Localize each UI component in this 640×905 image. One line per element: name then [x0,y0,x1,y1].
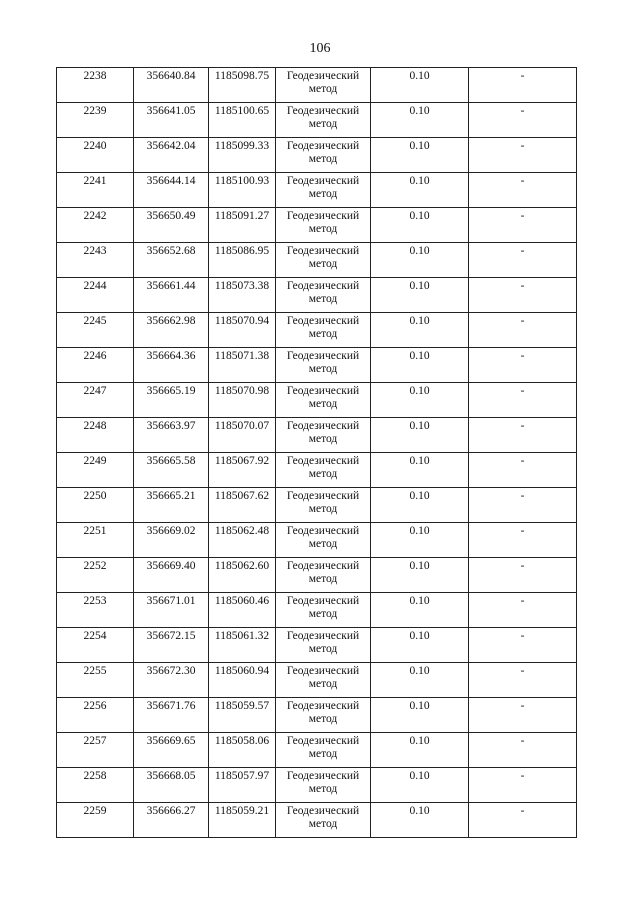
x-coordinate-cell: 356641.05 [134,103,209,138]
method-cell: Геодезический метод [276,138,371,173]
table-row [57,138,577,173]
note-cell: - [469,628,577,663]
note-cell: - [469,698,577,733]
accuracy-cell: 0.10 [371,488,469,523]
note-cell: - [469,103,577,138]
accuracy-cell: 0.10 [371,523,469,558]
y-coordinate-cell: 1185067.62 [209,488,276,523]
note-cell: - [469,68,577,103]
accuracy-cell: 0.10 [371,558,469,593]
accuracy-cell: 0.10 [371,803,469,838]
note-cell: - [469,243,577,278]
point-number-cell: 2250 [57,488,134,523]
point-number-cell: 2252 [57,558,134,593]
note-cell: - [469,803,577,838]
accuracy-cell: 0.10 [371,138,469,173]
accuracy-cell: 0.10 [371,768,469,803]
note-cell: - [469,593,577,628]
point-number-cell: 2242 [57,208,134,243]
point-number-cell: 2258 [57,768,134,803]
accuracy-cell: 0.10 [371,663,469,698]
y-coordinate-cell: 1185059.21 [209,803,276,838]
accuracy-cell: 0.10 [371,698,469,733]
accuracy-cell: 0.10 [371,243,469,278]
method-cell: Геодезический метод [276,488,371,523]
y-coordinate-cell: 1185070.94 [209,313,276,348]
note-cell: - [469,453,577,488]
x-coordinate-cell: 356671.01 [134,593,209,628]
accuracy-cell: 0.10 [371,593,469,628]
x-coordinate-cell: 356669.02 [134,523,209,558]
accuracy-cell: 0.10 [371,313,469,348]
method-cell: Геодезический метод [276,558,371,593]
note-cell: - [469,173,577,208]
x-coordinate-cell: 356640.84 [134,68,209,103]
x-coordinate-cell: 356672.15 [134,628,209,663]
note-cell: - [469,523,577,558]
x-coordinate-cell: 356663.97 [134,418,209,453]
table-row [57,243,577,278]
x-coordinate-cell: 356661.44 [134,278,209,313]
x-coordinate-cell: 356644.14 [134,173,209,208]
table-row [57,103,577,138]
table-row [57,698,577,733]
coordinates-table [56,67,577,838]
x-coordinate-cell: 356665.58 [134,453,209,488]
point-number-cell: 2259 [57,803,134,838]
point-number-cell: 2249 [57,453,134,488]
table-row [57,453,577,488]
x-coordinate-cell: 356669.40 [134,558,209,593]
table-row [57,383,577,418]
y-coordinate-cell: 1185098.75 [209,68,276,103]
table-row [57,663,577,698]
y-coordinate-cell: 1185071.38 [209,348,276,383]
y-coordinate-cell: 1185059.57 [209,698,276,733]
point-number-cell: 2257 [57,733,134,768]
y-coordinate-cell: 1185058.06 [209,733,276,768]
method-cell: Геодезический метод [276,523,371,558]
table-row [57,593,577,628]
note-cell: - [469,733,577,768]
x-coordinate-cell: 356662.98 [134,313,209,348]
table-row [57,173,577,208]
point-number-cell: 2241 [57,173,134,208]
method-cell: Геодезический метод [276,208,371,243]
note-cell: - [469,663,577,698]
table-row [57,68,577,103]
x-coordinate-cell: 356665.19 [134,383,209,418]
method-cell: Геодезический метод [276,803,371,838]
y-coordinate-cell: 1185067.92 [209,453,276,488]
table-row [57,803,577,838]
y-coordinate-cell: 1185100.65 [209,103,276,138]
method-cell: Геодезический метод [276,313,371,348]
note-cell: - [469,208,577,243]
method-cell: Геодезический метод [276,278,371,313]
table-row [57,768,577,803]
note-cell: - [469,768,577,803]
y-coordinate-cell: 1185086.95 [209,243,276,278]
method-cell: Геодезический метод [276,173,371,208]
method-cell: Геодезический метод [276,663,371,698]
point-number-cell: 2254 [57,628,134,663]
accuracy-cell: 0.10 [371,103,469,138]
accuracy-cell: 0.10 [371,383,469,418]
x-coordinate-cell: 356671.76 [134,698,209,733]
x-coordinate-cell: 356672.30 [134,663,209,698]
point-number-cell: 2246 [57,348,134,383]
method-cell: Геодезический метод [276,768,371,803]
table-row [57,558,577,593]
table-row [57,628,577,663]
y-coordinate-cell: 1185099.33 [209,138,276,173]
method-cell: Геодезический метод [276,243,371,278]
table-row [57,313,577,348]
coordinates-table-body [57,68,577,838]
x-coordinate-cell: 356665.21 [134,488,209,523]
x-coordinate-cell: 356664.36 [134,348,209,383]
point-number-cell: 2247 [57,383,134,418]
x-coordinate-cell: 356650.49 [134,208,209,243]
x-coordinate-cell: 356666.27 [134,803,209,838]
note-cell: - [469,383,577,418]
y-coordinate-cell: 1185070.98 [209,383,276,418]
note-cell: - [469,488,577,523]
y-coordinate-cell: 1185062.60 [209,558,276,593]
method-cell: Геодезический метод [276,593,371,628]
accuracy-cell: 0.10 [371,418,469,453]
y-coordinate-cell: 1185073.38 [209,278,276,313]
point-number-cell: 2248 [57,418,134,453]
accuracy-cell: 0.10 [371,208,469,243]
table-row [57,523,577,558]
point-number-cell: 2239 [57,103,134,138]
table-row [57,488,577,523]
point-number-cell: 2243 [57,243,134,278]
x-coordinate-cell: 356642.04 [134,138,209,173]
method-cell: Геодезический метод [276,418,371,453]
page-number: 106 [309,41,331,56]
point-number-cell: 2238 [57,68,134,103]
method-cell: Геодезический метод [276,628,371,663]
note-cell: - [469,313,577,348]
y-coordinate-cell: 1185100.93 [209,173,276,208]
note-cell: - [469,418,577,453]
x-coordinate-cell: 356652.68 [134,243,209,278]
accuracy-cell: 0.10 [371,278,469,313]
point-number-cell: 2245 [57,313,134,348]
note-cell: - [469,348,577,383]
method-cell: Геодезический метод [276,348,371,383]
table-row [57,208,577,243]
y-coordinate-cell: 1185060.46 [209,593,276,628]
method-cell: Геодезический метод [276,103,371,138]
table-row [57,348,577,383]
accuracy-cell: 0.10 [371,628,469,663]
point-number-cell: 2256 [57,698,134,733]
accuracy-cell: 0.10 [371,733,469,768]
point-number-cell: 2253 [57,593,134,628]
method-cell: Геодезический метод [276,733,371,768]
method-cell: Геодезический метод [276,68,371,103]
note-cell: - [469,278,577,313]
note-cell: - [469,138,577,173]
x-coordinate-cell: 356668.05 [134,768,209,803]
table-row [57,733,577,768]
y-coordinate-cell: 1185070.07 [209,418,276,453]
point-number-cell: 2251 [57,523,134,558]
y-coordinate-cell: 1185062.48 [209,523,276,558]
point-number-cell: 2240 [57,138,134,173]
y-coordinate-cell: 1185061.32 [209,628,276,663]
method-cell: Геодезический метод [276,698,371,733]
accuracy-cell: 0.10 [371,68,469,103]
note-cell: - [469,558,577,593]
y-coordinate-cell: 1185057.97 [209,768,276,803]
accuracy-cell: 0.10 [371,453,469,488]
accuracy-cell: 0.10 [371,173,469,208]
x-coordinate-cell: 356669.65 [134,733,209,768]
method-cell: Геодезический метод [276,453,371,488]
y-coordinate-cell: 1185060.94 [209,663,276,698]
table-row [57,278,577,313]
y-coordinate-cell: 1185091.27 [209,208,276,243]
point-number-cell: 2244 [57,278,134,313]
point-number-cell: 2255 [57,663,134,698]
table-row [57,418,577,453]
accuracy-cell: 0.10 [371,348,469,383]
method-cell: Геодезический метод [276,383,371,418]
